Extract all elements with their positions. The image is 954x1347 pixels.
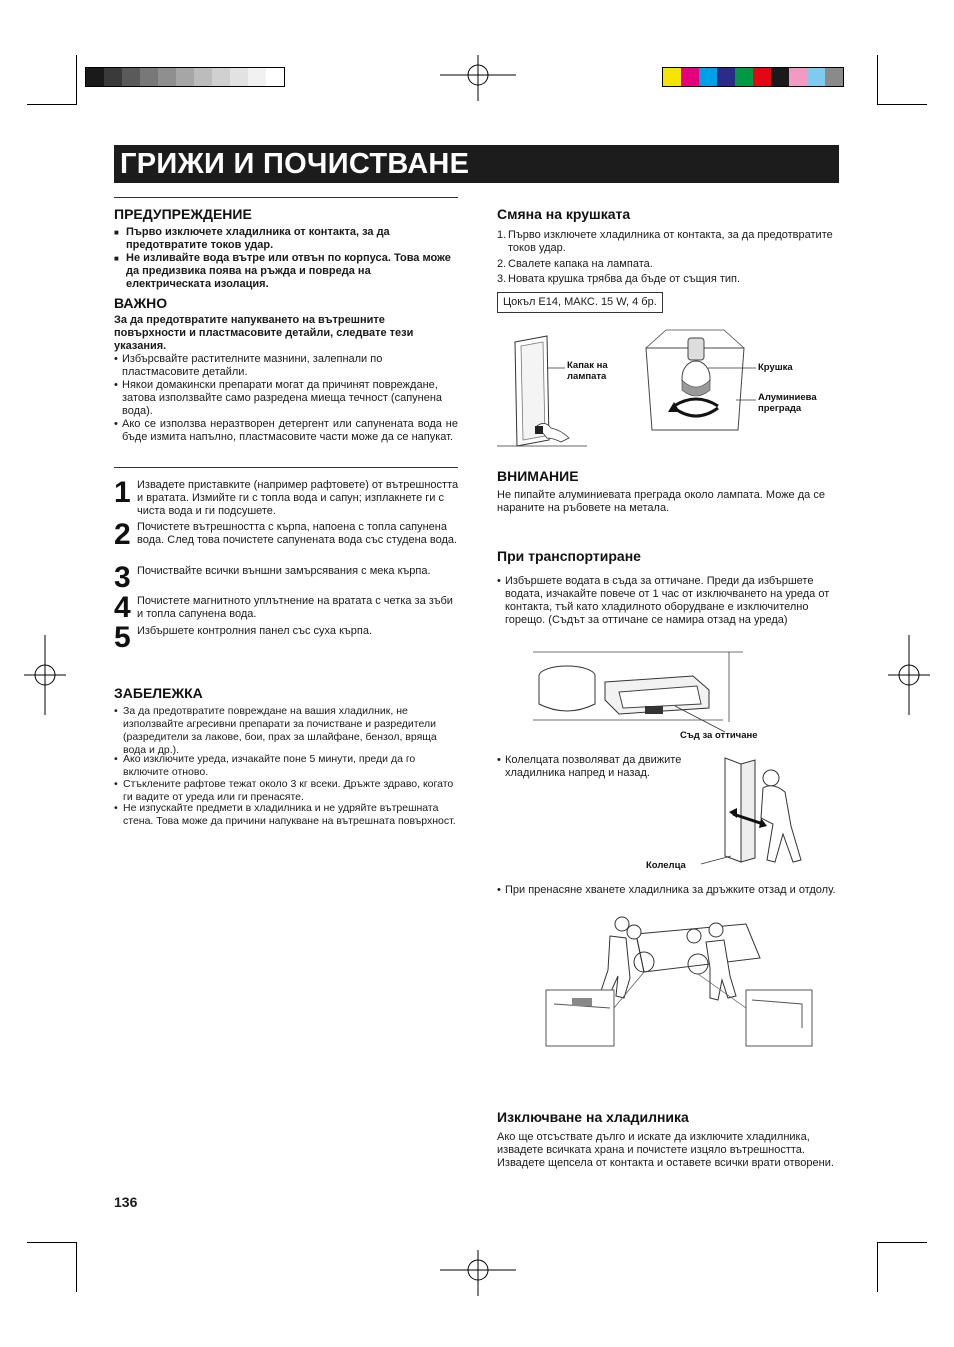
color-swatch bbox=[825, 68, 843, 86]
bulb-label: Крушка bbox=[758, 362, 793, 373]
bulb-step: 3. Новата крушка трябва да бъде от същия тип. bbox=[497, 273, 741, 285]
color-swatch bbox=[771, 68, 789, 86]
color-swatch bbox=[212, 68, 230, 86]
step-text: Почистете вътрешността с кърпа, напоена с топла сапунена вода. След това почистете сапунената вода със студена вода. bbox=[137, 521, 458, 546]
important-item: • Ако се използва неразтворен детергент или сапунената вода не бъде измита напълно, пластмасовите части може да се напукат. bbox=[114, 418, 458, 443]
bulb-heading: Смяна на крушката bbox=[497, 206, 631, 222]
registration-mark-bottom bbox=[440, 1250, 516, 1296]
page-title: ГРИЖИ И ПОЧИСТВАНЕ bbox=[120, 148, 470, 180]
color-swatch bbox=[104, 68, 122, 86]
warning-item: ■ Не изливайте вода вътре или отвън по корпуса. Това може да предизвика поява на ръжда и повреда на електрическата изолация. bbox=[114, 252, 451, 290]
page-title-bar bbox=[114, 145, 839, 183]
transport-item: • При пренасяне хванете хладилника за дръжките отзад и отдолу. bbox=[497, 884, 836, 896]
wheels-label: Колелца bbox=[646, 860, 686, 871]
color-swatch bbox=[176, 68, 194, 86]
registration-mark-left bbox=[24, 635, 66, 715]
step-text: Избършете контролния панел със суха кърпа. bbox=[137, 625, 373, 637]
bulb-step: 1. Първо изключете хладилника от контакта, за да предотвратите токов удар. bbox=[497, 229, 833, 254]
important-item: • Някои домакински препарати могат да причинят повреждане, затова използвайте само разредена миеща течност (сапунена вода). bbox=[114, 379, 443, 417]
bulb-step: 2. Свалете капака на лампата. bbox=[497, 258, 653, 270]
color-swatch bbox=[230, 68, 248, 86]
transport-heading: При транспортиране bbox=[497, 548, 641, 564]
note-item: • Стъклените рафтове тежат около 3 кг всеки. Дръжте здраво, когато ги вадите от уреда или ги пренасяте. bbox=[114, 778, 454, 803]
warning-heading: ПРЕДУПРЕЖДЕНИЕ bbox=[114, 206, 252, 222]
step-number: 1 bbox=[114, 476, 131, 509]
switch-off-text: Ако ще отсъствате дълго и искате да изключите хладилника, извадете всичката храна и почистете изцяло вътрешността. Извадете щепсела от контакта и оставете всички врати отворени. bbox=[497, 1131, 834, 1169]
warning-item: ■ Първо изключете хладилника от контакта, за да предотвратите токов удар. bbox=[114, 226, 390, 251]
color-swatch bbox=[663, 68, 681, 86]
note-item: • Не изпускайте предмети в хладилника и не удряйте вътрешната стена. Това може да причини напукване на вътрешната повърхност. bbox=[114, 802, 456, 827]
drain-pan-illustration bbox=[533, 646, 743, 728]
divider bbox=[114, 467, 458, 468]
bulb-illustration bbox=[640, 328, 750, 434]
step-number: 4 bbox=[114, 591, 131, 624]
color-swatch bbox=[681, 68, 699, 86]
note-item: • За да предотвратите повреждане на вашия хладилник, не използвайте агресивни препарати за почистване и разредители (разредители за лакове, бои, прах за шлайфане, бензол, вряща вода и др.). bbox=[114, 705, 437, 756]
important-heading: ВАЖНО bbox=[114, 295, 168, 311]
gray-color-bar bbox=[85, 67, 285, 87]
note-item: • Ако изключите уреда, изчакайте поне 5 минути, преди да го включите отново. bbox=[114, 753, 416, 778]
color-swatch bbox=[248, 68, 266, 86]
note-heading: ЗАБЕЛЕЖКА bbox=[114, 685, 203, 701]
color-swatch bbox=[753, 68, 771, 86]
color-swatch bbox=[86, 68, 104, 86]
registration-mark-right bbox=[888, 635, 930, 715]
color-swatch bbox=[266, 68, 284, 86]
step-text: Извадете приставките (например рафтовете) от вътрешността и вратата. Измийте ги с топла вода и сапун; изплакнете ги с чиста вода и ги подсушете. bbox=[137, 479, 459, 517]
color-swatch bbox=[717, 68, 735, 86]
carrying-illustration bbox=[546, 910, 814, 1050]
registration-mark-top bbox=[440, 55, 516, 101]
page-number: 136 bbox=[114, 1194, 138, 1210]
important-item: • Избърсвайте растителните мазнини, залепнали по пластмасовите детайли. bbox=[114, 353, 383, 378]
cover-label: Капак на лампата bbox=[567, 360, 608, 382]
switch-off-heading: Изключване на хладилника bbox=[497, 1109, 689, 1125]
color-swatch bbox=[158, 68, 176, 86]
transport-item: • Избършете водата в съда за оттичане. Преди да избършете водата, изчакайте повече от 1 час от изключването на уреда от контакта, тъй като хладилното оборудване е изключително горещо. (Съдът за оттичане се намира отзад на уреда) bbox=[497, 575, 830, 626]
step-text: Почиствайте всички външни замърсявания с мека кърпа. bbox=[137, 565, 431, 577]
lamp-cover-illustration bbox=[497, 328, 617, 450]
barrier-label: Алуминиева преграда bbox=[758, 392, 817, 414]
bulb-spec-box: Цокъл E14, МАКС. 15 W, 4 бр. bbox=[497, 292, 663, 313]
important-intro: За да предотвратите напукването на вътрешните повърхности и пластмасовите детайли, следвате тези указания. bbox=[114, 314, 414, 352]
color-swatch bbox=[807, 68, 825, 86]
color-swatch bbox=[789, 68, 807, 86]
cmyk-color-bar bbox=[662, 67, 844, 87]
step-text: Почистете магнитното уплътнение на вратата с четка за зъби и топла сапунена вода. bbox=[137, 595, 453, 620]
divider bbox=[114, 197, 458, 198]
drain-pan-label: Съд за оттичане bbox=[680, 730, 758, 741]
step-number: 3 bbox=[114, 561, 131, 594]
color-swatch bbox=[194, 68, 212, 86]
color-swatch bbox=[122, 68, 140, 86]
step-number: 2 bbox=[114, 518, 131, 551]
caution-heading: ВНИМАНИЕ bbox=[497, 468, 579, 484]
wheels-illustration bbox=[695, 756, 815, 868]
transport-item: • Колелцата позволяват да движите хладилника напред и назад. bbox=[497, 754, 682, 779]
color-swatch bbox=[140, 68, 158, 86]
caution-text: Не пипайте алуминиевата преграда около лампата. Може да се нараните на ръбовете на метала. bbox=[497, 489, 825, 514]
step-number: 5 bbox=[114, 621, 131, 654]
color-swatch bbox=[735, 68, 753, 86]
color-swatch bbox=[699, 68, 717, 86]
